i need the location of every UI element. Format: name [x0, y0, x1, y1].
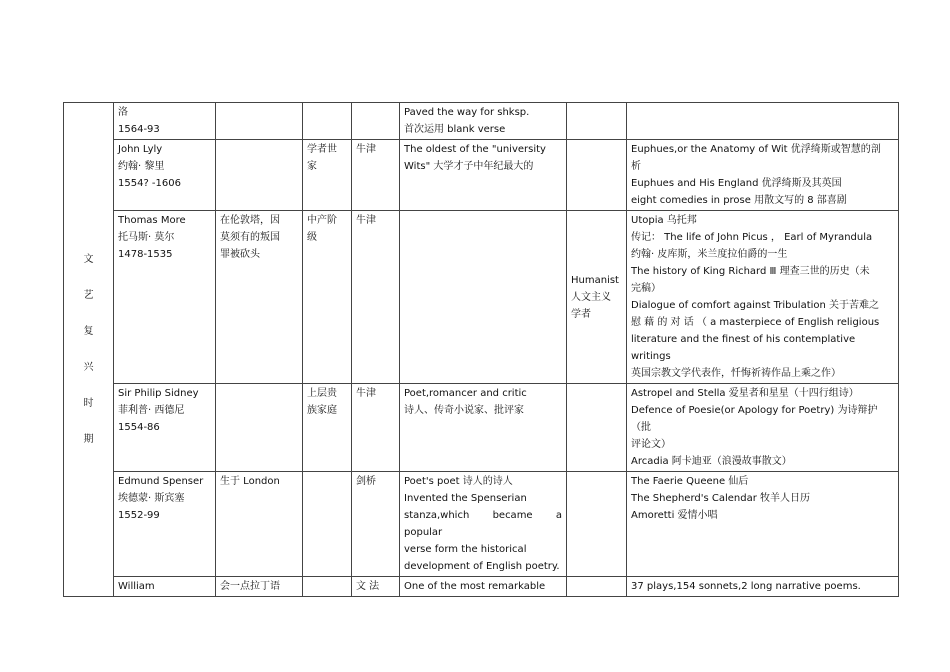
- works-line: Dialogue of comfort against Tribulation 关于苦难之: [631, 300, 880, 311]
- works-line: The Shepherd's Calendar 牧羊人日历: [631, 493, 811, 504]
- style-line: Poet,romancer and critic: [404, 388, 527, 399]
- author-line: 埃德蒙· 斯宾塞: [118, 493, 185, 504]
- author-line: William: [118, 581, 155, 592]
- works-line: 传记： The life of John Picus ， Earl of Myrandula: [631, 232, 873, 243]
- period-label-char: 文: [83, 253, 94, 265]
- style-line: 诗人、传奇小说家、批评家: [404, 405, 524, 416]
- style-cell: [400, 140, 567, 211]
- author-cell: [114, 211, 216, 384]
- class-cell: [303, 140, 352, 211]
- author-cell: [114, 103, 216, 140]
- school-cell: [352, 140, 400, 211]
- author-line: 1478-1535: [118, 249, 173, 260]
- class-cell: [303, 577, 352, 597]
- table-body: [64, 103, 899, 597]
- author-line: 托马斯· 莫尔: [118, 232, 175, 243]
- author-line: 1554? -1606: [118, 178, 181, 189]
- birthplace-cell: [216, 384, 303, 472]
- literature-table: [63, 102, 899, 597]
- style-line: 首次运用 blank verse: [404, 124, 506, 135]
- works-line: Utopia 乌托邦: [631, 215, 697, 226]
- class-line: 上层贵: [307, 388, 337, 399]
- class-line: 级: [307, 232, 317, 243]
- author-line: 1554-86: [118, 422, 160, 433]
- works-line: 析: [631, 161, 641, 172]
- table-row: [64, 140, 899, 211]
- works-line: 37 plays,154 sonnets,2 long narrative poems.: [631, 581, 861, 592]
- school-line: 文 法: [356, 581, 380, 592]
- class-line: 中产阶: [307, 215, 337, 226]
- style-line: verse form the historical: [404, 544, 527, 555]
- works-line: 评论文）: [631, 439, 671, 450]
- style-line: development of English poetry.: [404, 561, 560, 572]
- school-cell: [352, 472, 400, 577]
- works-cell: [627, 140, 899, 211]
- works-line: Amoretti 爱情小唱: [631, 510, 718, 521]
- author-line: 1552-99: [118, 510, 160, 521]
- birthplace-cell: [216, 577, 303, 597]
- birthplace-cell: [216, 472, 303, 577]
- birth-line: 罪被砍头: [220, 249, 260, 260]
- class-line: 家: [307, 161, 317, 172]
- author-line: John Lyly: [118, 144, 163, 155]
- period-label-char: 复: [83, 325, 94, 337]
- style-line: Wits" 大学才子中年纪最大的: [404, 161, 534, 172]
- style-line: Poet's poet 诗人的诗人: [404, 476, 513, 487]
- author-cell: [114, 384, 216, 472]
- movement-line: Humanist: [571, 274, 619, 286]
- school-line: 牛津: [356, 144, 376, 155]
- works-line: The Faerie Queene 仙后: [631, 476, 749, 487]
- school-line: 剑桥: [356, 476, 376, 487]
- works-line: 英国宗教文学代表作，忏悔祈祷作品上乘之作）: [631, 368, 841, 379]
- author-line: Thomas More: [118, 215, 186, 226]
- works-line: Euphues,or the Anatomy of Wit 优浮绮斯或智慧的剖: [631, 144, 881, 155]
- works-line: 约翰· 皮库斯，米兰度拉伯爵的一生: [631, 249, 788, 260]
- movement-cell: [567, 472, 627, 577]
- works-line: eight comedies in prose 用散文写的 8 部喜剧: [631, 195, 847, 206]
- style-line: Invented the Spenserian: [404, 493, 527, 504]
- birthplace-cell: [216, 140, 303, 211]
- style-cell: [400, 103, 567, 140]
- school-cell: [352, 384, 400, 472]
- works-line: Euphues and His England 优浮绮斯及其英国: [631, 178, 842, 189]
- style-line: stanza,which became a popular: [404, 510, 562, 538]
- author-cell: [114, 140, 216, 211]
- class-line: 学者世: [307, 144, 337, 155]
- birth-line: 会一点拉丁语: [220, 581, 280, 592]
- movement-cell: [567, 140, 627, 211]
- movement-cell: [567, 103, 627, 140]
- works-line: literature and the finest of his contemplative writings: [631, 334, 856, 362]
- works-line: The history of King Richard Ⅲ 理查三世的历史（未: [631, 266, 870, 277]
- table-row: [64, 103, 899, 140]
- style-line: One of the most remarkable: [404, 581, 546, 592]
- movement-cell: [567, 577, 627, 597]
- style-line: Paved the way for shksp.: [404, 107, 530, 118]
- style-cell: [400, 211, 567, 384]
- birth-line: 生于 London: [220, 476, 280, 487]
- author-line: Edmund Spenser: [118, 476, 204, 487]
- style-cell: [400, 577, 567, 597]
- author-cell: [114, 577, 216, 597]
- birthplace-cell: [216, 211, 303, 384]
- movement-line: 学者: [571, 308, 591, 320]
- works-line: 慰 藉 的 对 话 （ a masterpiece of English religious: [631, 317, 880, 328]
- style-cell: [400, 472, 567, 577]
- birth-line: 在伦敦塔，因: [220, 215, 280, 226]
- birth-line: 莫须有的叛国: [220, 232, 280, 243]
- class-cell: [303, 211, 352, 384]
- works-line: Arcadia 阿卡迪亚（浪漫故事散文）: [631, 456, 792, 467]
- works-line: 完稿）: [631, 283, 661, 294]
- works-line: Astropel and Stella 爱星者和星星（十四行组诗）: [631, 388, 859, 399]
- works-cell: [627, 384, 899, 472]
- class-line: 族家庭: [307, 405, 337, 416]
- works-cell: [627, 577, 899, 597]
- author-cell: [114, 472, 216, 577]
- author-line: Sir Philip Sidney: [118, 388, 199, 399]
- works-cell: [627, 472, 899, 577]
- school-line: 牛津: [356, 215, 376, 226]
- period-label-char: 期: [83, 433, 94, 445]
- movement-cell: [567, 384, 627, 472]
- class-cell: [303, 384, 352, 472]
- table-row: [64, 472, 899, 577]
- movement-line: 人文主义: [571, 291, 611, 303]
- style-line: The oldest of the "university: [404, 144, 546, 155]
- works-line: Defence of Poesie(or Apology for Poetry) 为诗辩护（批: [631, 405, 878, 433]
- table-row: [64, 384, 899, 472]
- school-line: 牛津: [356, 388, 376, 399]
- period-label-char: 兴: [83, 361, 94, 373]
- works-cell: [627, 103, 899, 140]
- class-cell: [303, 103, 352, 140]
- movement-cell: [567, 211, 627, 384]
- author-line: 约翰· 黎里: [118, 161, 165, 172]
- class-cell: [303, 472, 352, 577]
- author-line: 1564-93: [118, 124, 160, 135]
- table-row: [64, 211, 899, 384]
- period-label-char: 时: [83, 397, 94, 409]
- school-cell: [352, 577, 400, 597]
- works-cell: [627, 211, 899, 384]
- school-cell: [352, 211, 400, 384]
- style-cell: [400, 384, 567, 472]
- table-row: [64, 577, 899, 597]
- period-cell: [64, 103, 114, 597]
- author-line: 菲利普· 西德尼: [118, 405, 185, 416]
- period-label-char: 艺: [83, 289, 94, 301]
- author-line: 洛: [118, 107, 128, 118]
- birthplace-cell: [216, 103, 303, 140]
- school-cell: [352, 103, 400, 140]
